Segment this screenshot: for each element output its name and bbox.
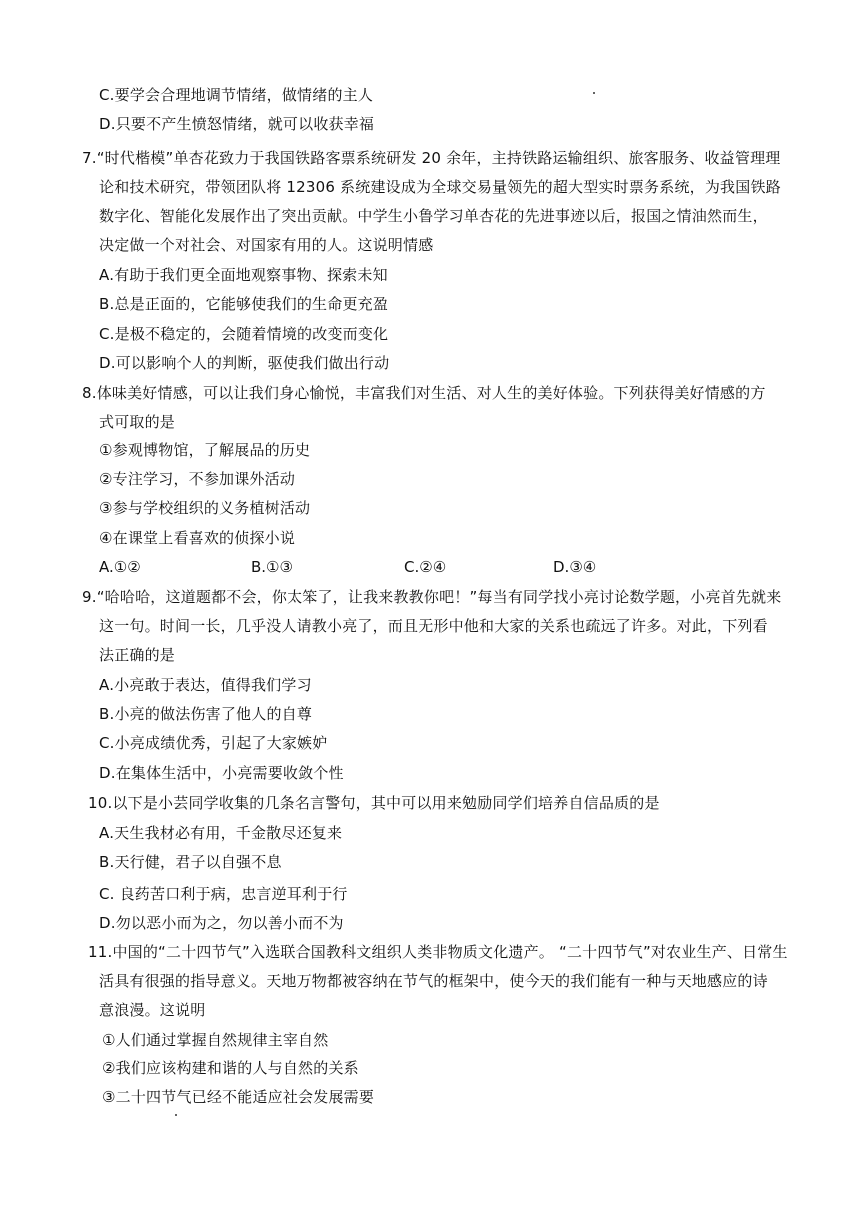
q9-option-c: C.小亮成绩优秀，引起了大家嫉妒 xyxy=(99,734,328,752)
q8-option-a: A.①② xyxy=(99,558,141,576)
q7-stem-line-1: 7.“时代楷模”单杏花致力于我国铁路客票系统研发 20 余年，主持铁路运输组织、旅客服务、收益管理理 xyxy=(82,149,781,167)
q8-option-b: B.①③ xyxy=(251,558,293,576)
q11-item-2: ②我们应该构建和谐的人与自然的关系 xyxy=(102,1059,359,1077)
q7-stem-line-4: 决定做一个对社会、对国家有用的人。这说明情感 xyxy=(99,236,434,254)
q9-stem-line-3: 法正确的是 xyxy=(99,646,176,664)
q10-option-c: C. 良药苦口利于病，忠言逆耳利于行 xyxy=(99,885,348,903)
q9-option-d: D.在集体生活中，小亮需要收敛个性 xyxy=(99,764,344,782)
q8-option-d: D.③④ xyxy=(553,558,597,576)
q6-option-c: C.要学会合理地调节情绪，做情绪的主人 xyxy=(99,86,374,104)
stray-dot xyxy=(175,1114,177,1116)
q7-option-d: D.可以影响个人的判断，驱使我们做出行动 xyxy=(99,354,390,372)
q11-stem-line-3: 意浪漫。这说明 xyxy=(99,1001,206,1019)
stray-dot xyxy=(593,92,595,94)
q11-item-3: ③二十四节气已经不能适应社会发展需要 xyxy=(102,1088,375,1106)
q7-stem-line-3: 数字化、智能化发展作出了突出贡献。中学生小鲁学习单杏花的先进事迹以后，报国之情油然而生， xyxy=(99,207,768,225)
q7-stem-line-2: 论和技术研究，带领团队将 12306 系统建设成为全球交易量领先的超大型实时票务系统，为我国铁路 xyxy=(99,178,781,196)
q8-item-1: ①参观博物馆，了解展品的历史 xyxy=(99,441,311,459)
q10-option-b: B.天行健，君子以自强不息 xyxy=(99,853,282,871)
q8-item-2: ②专注学习，不参加课外活动 xyxy=(99,470,296,488)
q9-stem-line-2: 这一句。时间一长，几乎没人请教小亮了，而且无形中他和大家的关系也疏远了许多。对此，下列看 xyxy=(99,617,768,635)
q7-option-a: A.有助于我们更全面地观察事物、探索未知 xyxy=(99,266,388,284)
q8-stem-line-1: 8.体味美好情感，可以让我们身心愉悦，丰富我们对生活、对人生的美好体验。下列获得美好情感的方 xyxy=(82,384,766,402)
q6-option-d: D.只要不产生愤怒情绪，就可以收获幸福 xyxy=(99,115,375,133)
q9-option-a: A.小亮敢于表达，值得我们学习 xyxy=(99,676,312,694)
q8-stem-line-2: 式可取的是 xyxy=(99,413,176,431)
q10-option-d: D.勿以恶小而为之，勿以善小而不为 xyxy=(99,914,344,932)
q8-option-c: C.②④ xyxy=(404,558,447,576)
q7-option-c: C.是极不稳定的，会随着情境的改变而变化 xyxy=(99,325,389,343)
q10-option-a: A.天生我材必有用，千金散尽还复来 xyxy=(99,824,343,842)
q11-stem-line-1: 11.中国的“二十四节气”入选联合国教科文组织人类非物质文化遗产。 “二十四节气”对农业生产、日常生 xyxy=(88,943,788,961)
q9-option-b: B.小亮的做法伤害了他人的自尊 xyxy=(99,705,313,723)
q11-item-1: ①人们通过掌握自然规律主宰自然 xyxy=(102,1031,329,1049)
q9-stem-line-1: 9.“哈哈哈，这道题都不会，你太笨了，让我来教教你吧！”每当有同学找小亮讨论数学题，小亮首先就来 xyxy=(82,588,782,606)
q7-option-b: B.总是正面的，它能够使我们的生命更充盈 xyxy=(99,295,389,313)
q8-item-4: ④在课堂上看喜欢的侦探小说 xyxy=(99,529,296,547)
q10-stem: 10.以下是小芸同学收集的几条名言警句，其中可以用来勉励同学们培养自信品质的是 xyxy=(88,794,660,812)
q8-item-3: ③参与学校组织的义务植树活动 xyxy=(99,499,311,517)
q11-stem-line-2: 活具有很强的指导意义。天地万物都被容纳在节气的框架中，使今天的我们能有一种与天地感应的诗 xyxy=(99,972,768,990)
